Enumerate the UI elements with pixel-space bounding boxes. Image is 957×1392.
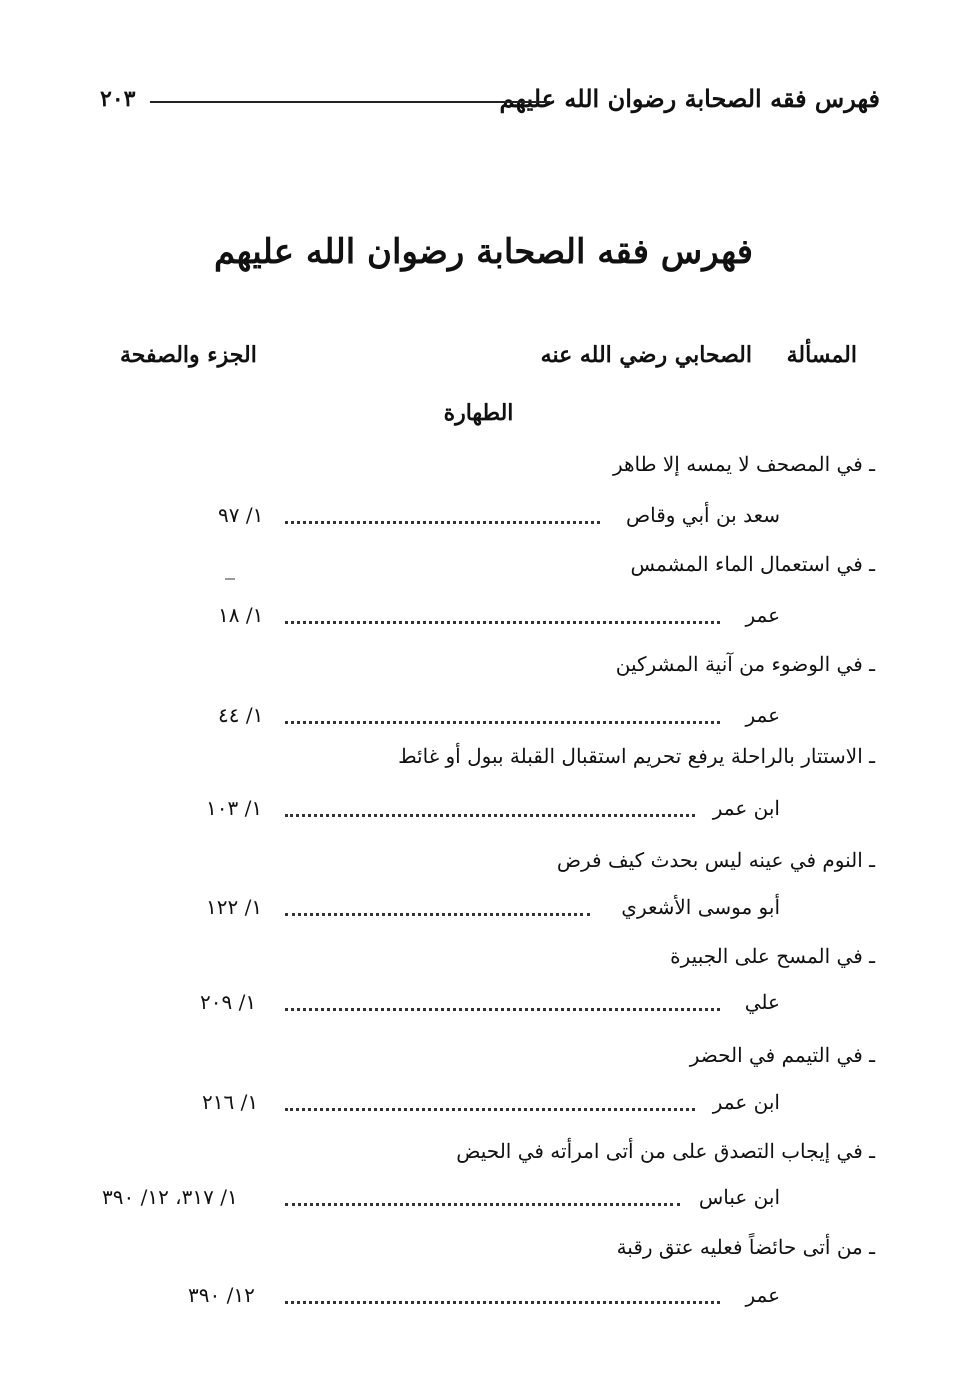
entry-question: ـ في التيمم في الحضر (689, 1043, 875, 1067)
entry-answer-row (100, 1090, 780, 1120)
column-header-volume-page: الجزء والصفحة (120, 342, 257, 368)
page-number: ٢٠٣ (100, 86, 136, 112)
scan-speck (225, 578, 235, 580)
entry-answer-row (100, 1283, 780, 1313)
entry-reference: ١/ ٩٧ (218, 503, 264, 527)
section-heading-text: الطهارة (443, 400, 514, 426)
leader-dots (285, 521, 600, 524)
running-header (100, 84, 880, 118)
entry-answer-row (100, 796, 780, 826)
entry-companion: عمر (737, 603, 780, 627)
leader-dots (285, 1108, 695, 1111)
leader-dots (285, 913, 590, 916)
leader-dots (285, 1008, 720, 1011)
leader-dots (285, 814, 695, 817)
entry-reference: ١٢/ ٣٩٠ (188, 1283, 255, 1307)
entry-question: ـ في الوضوء من آنية المشركين (615, 652, 875, 676)
page-title (0, 232, 957, 272)
entry-question: ـ في المسح على الجبيرة (670, 944, 875, 968)
entry-companion: أبو موسى الأشعري (613, 895, 780, 919)
entry-reference: ١/ ٣١٧، ١٢/ ٣٩٠ (102, 1185, 238, 1209)
entry-reference: ١/ ١٠٣ (206, 796, 263, 820)
running-header-rule (150, 101, 550, 103)
leader-dots (285, 1301, 720, 1304)
entry-companion: ابن عباس (691, 1185, 780, 1209)
entry-answer-row (100, 703, 780, 733)
leader-dots (285, 621, 720, 624)
entry-answer-row (100, 895, 780, 925)
entry-question: ـ في المصحف لا يمسه إلا طاهر (612, 452, 875, 476)
entry-question: ـ في استعمال الماء المشمس (630, 552, 875, 576)
entry-question: ـ في إيجاب التصدق على من أتى امرأته في الحيض (456, 1139, 875, 1163)
page-title-text: فهرس فقه الصحابة رضوان الله عليهم (213, 232, 753, 272)
entry-answer-row (100, 1185, 780, 1215)
entry-companion: عمر (737, 703, 780, 727)
running-header-title: فهرس فقه الصحابة رضوان الله عليهم (499, 84, 880, 113)
entry-question: ـ النوم في عينه ليس بحدث كيف فرض (556, 848, 875, 872)
entry-companion: ابن عمر (705, 796, 780, 820)
column-header-issue: المسألة (786, 342, 857, 368)
entry-answer-row (100, 990, 780, 1020)
entry-companion: علي (737, 990, 780, 1014)
entry-reference: ١/ ٤٤ (218, 703, 264, 727)
section-heading (0, 400, 957, 426)
entry-reference: ١/ ٢٠٩ (200, 990, 257, 1014)
entry-companion: ابن عمر (705, 1090, 780, 1114)
leader-dots (285, 1203, 680, 1206)
entry-companion: سعد بن أبي وقاص (618, 503, 780, 527)
leader-dots (285, 721, 720, 724)
entry-reference: ١/ ١٨ (218, 603, 264, 627)
entry-question: ـ الاستتار بالراحلة يرفع تحريم استقبال القبلة ببول أو غائط (398, 744, 875, 768)
entry-companion: عمر (737, 1283, 780, 1307)
column-header-companion: الصحابي رضي الله عنه (540, 342, 752, 368)
entry-answer-row (100, 603, 780, 633)
entry-reference: ١/ ١٢٢ (206, 895, 263, 919)
entry-question: ـ من أتى حائضاً فعليه عتق رقبة (616, 1235, 875, 1259)
entry-answer-row (100, 503, 780, 533)
entry-reference: ١/ ٢١٦ (202, 1090, 259, 1114)
